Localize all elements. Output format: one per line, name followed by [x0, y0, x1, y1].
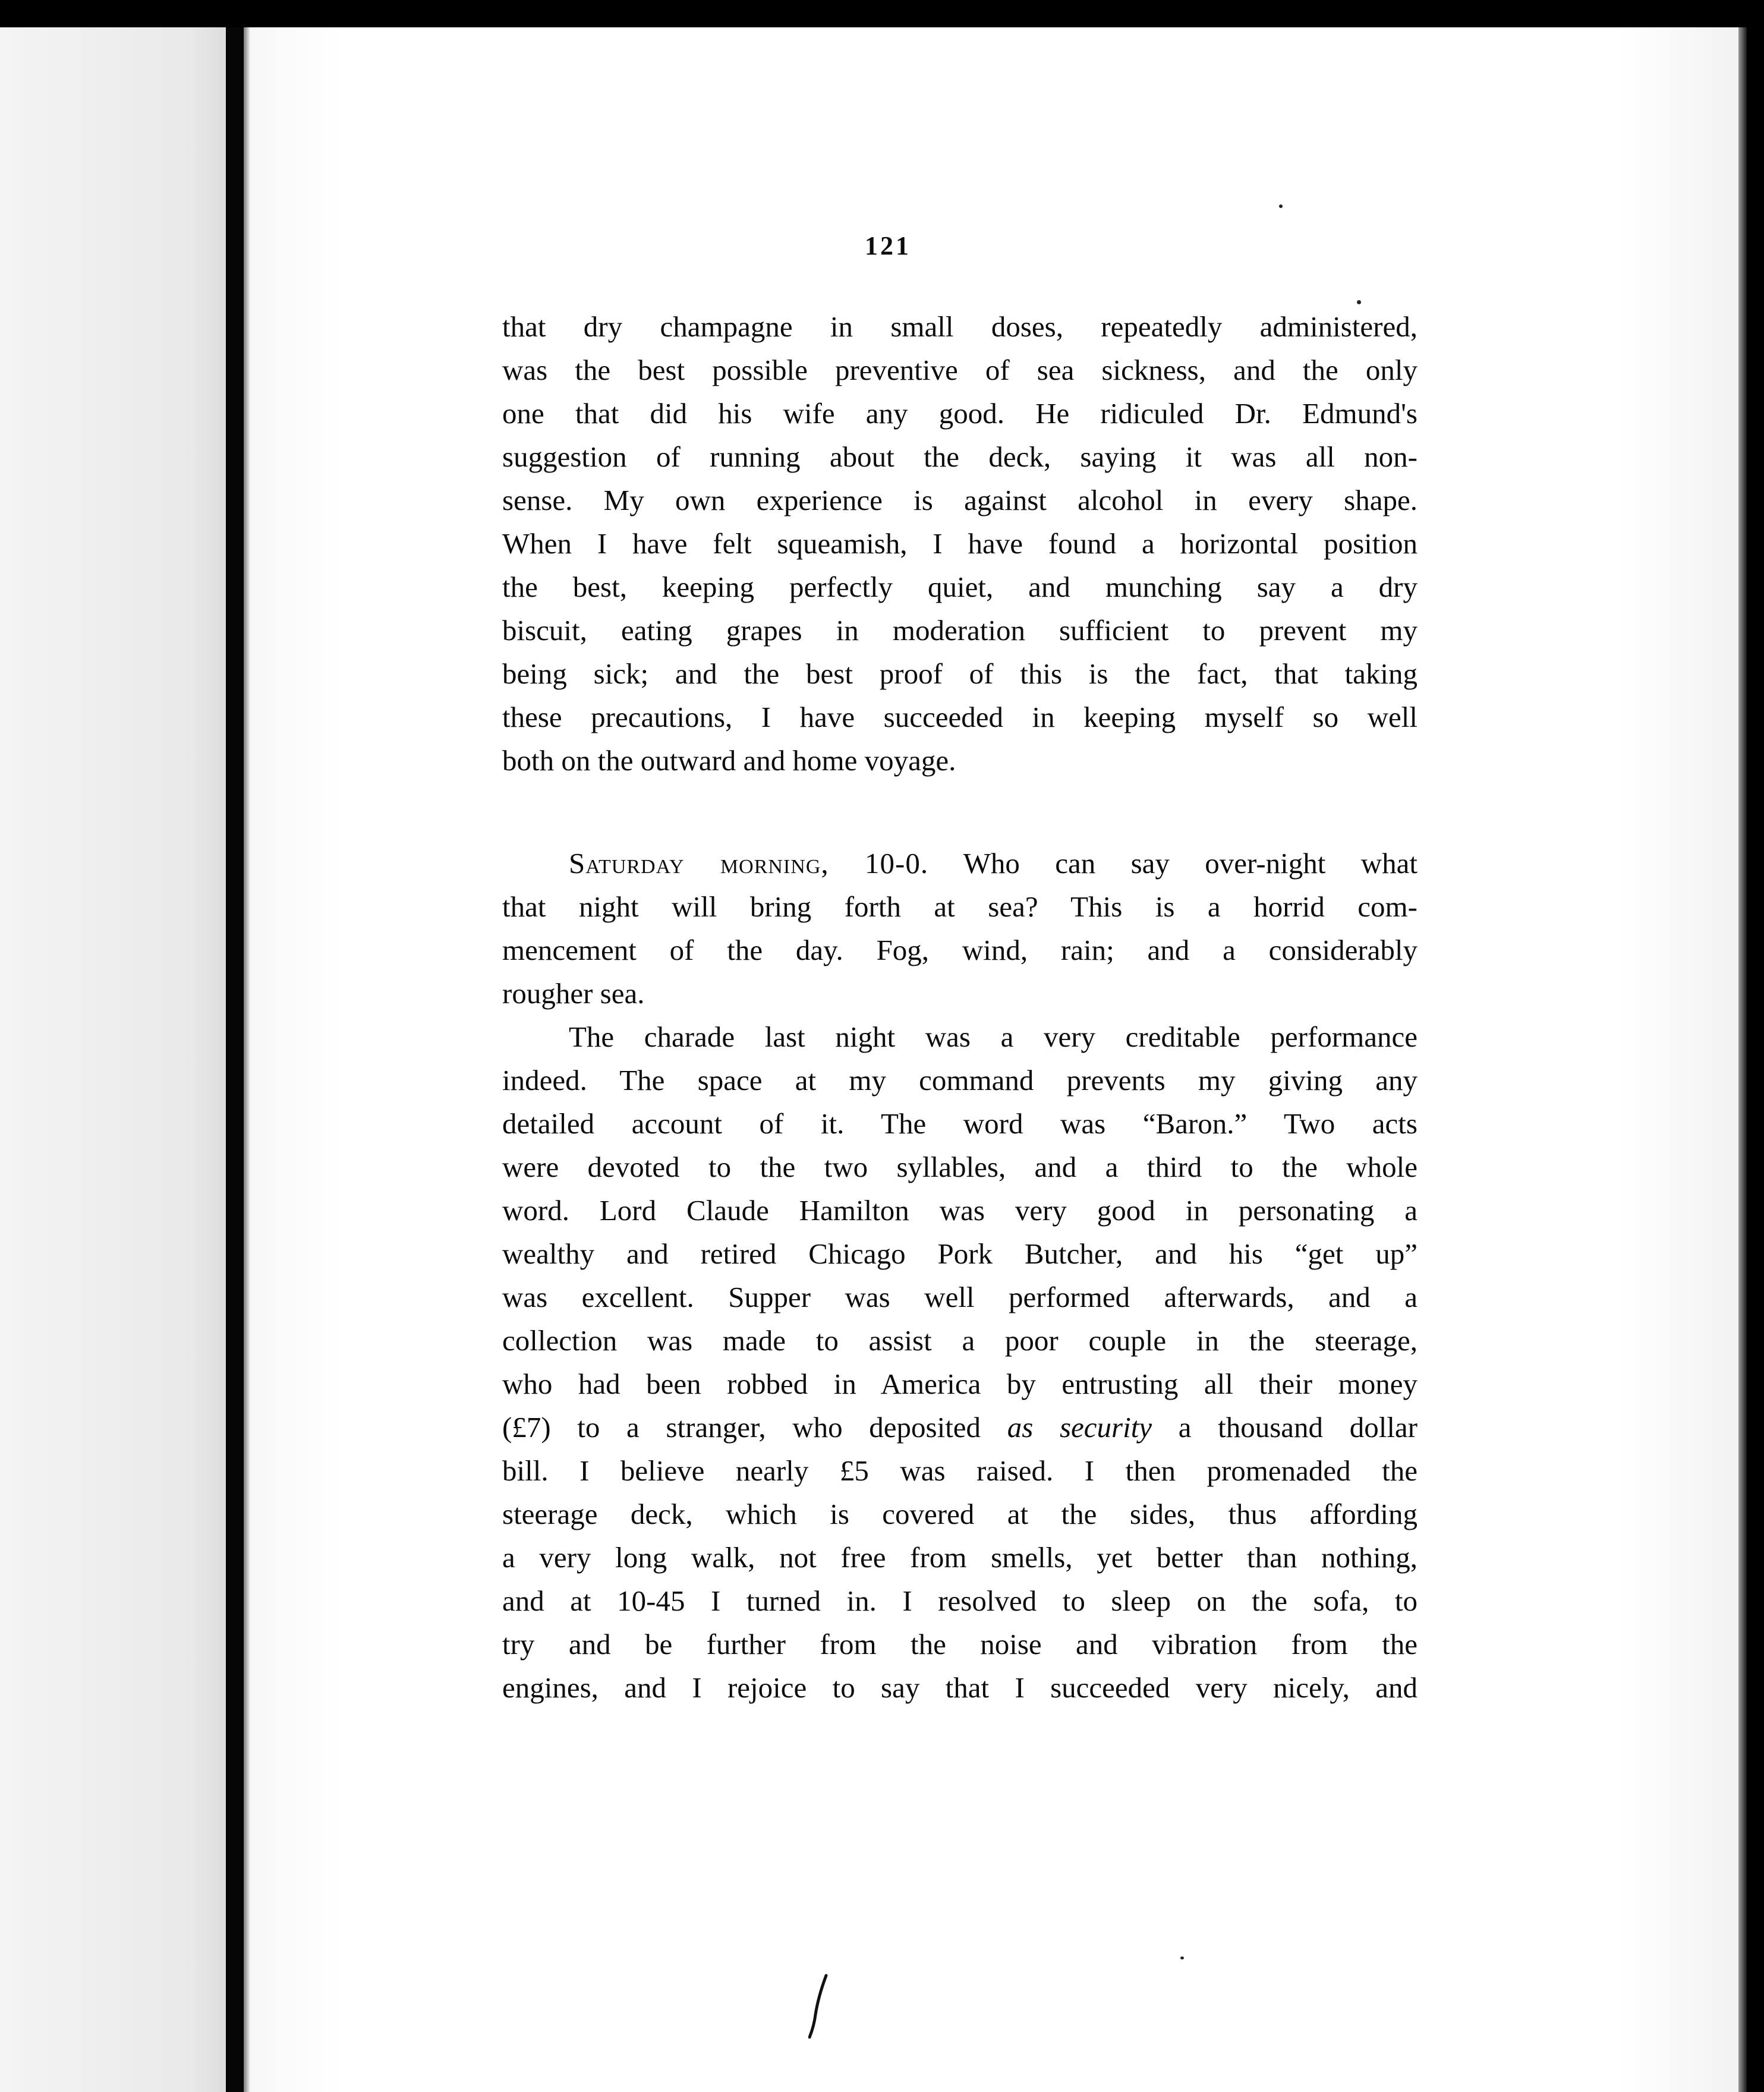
pen-mark	[808, 1973, 830, 2039]
text-fragment: Who can say over-night what	[928, 847, 1418, 880]
section-break	[502, 782, 1418, 842]
text-line: try and be further from the noise and vibration from the	[502, 1628, 1418, 1661]
dated-heading: Saturday morning, 10-0.	[569, 847, 929, 880]
text-line: that night will bring forth at sea? This is a horrid com-	[502, 890, 1418, 923]
text-fragment: (£7) to a stranger, who deposited	[502, 1411, 1007, 1444]
text-line: biscuit, eating grapes in moderation sufficient to prevent my	[502, 614, 1418, 647]
text-line: was the best possible preventive of sea sickness, and the only	[502, 354, 1418, 386]
page-body	[502, 305, 1418, 1709]
text-line	[502, 1406, 1418, 1449]
text-line: a very long walk, not free from smells, yet better than nothing,	[502, 1541, 1418, 1574]
text-line: being sick; and the best proof of this is the fact, that taking	[502, 657, 1418, 690]
text-line: both on the outward and home voyage.	[502, 744, 956, 777]
paragraph-1	[502, 305, 1418, 782]
text-line: was excellent. Supper was well performed afterwards, and a	[502, 1281, 1418, 1313]
scan-speck	[1357, 300, 1361, 304]
paragraph-3	[502, 1015, 1418, 1709]
text-line: mencement of the day. Fog, wind, rain; and a considerably	[502, 934, 1418, 966]
page-number: 121	[865, 231, 911, 260]
paragraph-2	[502, 842, 1418, 1015]
text-line: rougher sea.	[502, 977, 645, 1010]
italic-phrase: as security	[1007, 1411, 1152, 1444]
text-line: wealthy and retired Chicago Pork Butcher, and his “get up”	[502, 1237, 1418, 1270]
text-line	[502, 842, 1418, 885]
book-spine-gutter	[226, 27, 244, 2092]
text-line: detailed account of it. The word was “Baron.” Two acts	[502, 1107, 1418, 1140]
text-line: sense. My own experience is against alcohol in every shape.	[502, 484, 1418, 516]
text-line: the best, keeping perfectly quiet, and munching say a dry	[502, 571, 1418, 603]
text-line: one that did his wife any good. He ridiculed Dr. Edmund's	[502, 397, 1418, 430]
text-line: indeed. The space at my command prevents my giving any	[502, 1064, 1418, 1097]
scan-right-border	[1738, 27, 1764, 2092]
text-line: who had been robbed in America by entrusting all their money	[502, 1368, 1418, 1400]
text-line: were devoted to the two syllables, and a third to the whole	[502, 1151, 1418, 1183]
text-line: and at 10-45 I turned in. I resolved to sleep on the sofa, to	[502, 1584, 1418, 1617]
scan-top-border	[0, 0, 1764, 27]
scan-speck	[1180, 1956, 1184, 1959]
text-line: that dry champagne in small doses, repeatedly administered,	[502, 310, 1418, 343]
facing-page-edge	[0, 27, 226, 2092]
text-line: suggestion of running about the deck, saying it was all non-	[502, 440, 1418, 473]
text-line: When I have felt squeamish, I have found a horizontal position	[502, 527, 1418, 560]
text-line: collection was made to assist a poor couple in the steerage,	[502, 1324, 1418, 1357]
text-fragment: a thousand dollar	[1152, 1411, 1418, 1444]
gutter-shadow	[244, 27, 250, 2092]
text-line: engines, and I rejoice to say that I succeeded very nicely, and	[502, 1671, 1418, 1704]
text-line: steerage deck, which is covered at the sides, thus affording	[502, 1498, 1418, 1530]
text-line: The charade last night was a very creditable performance	[569, 1020, 1418, 1053]
scan-speck	[1279, 204, 1283, 208]
text-line: these precautions, I have succeeded in keeping myself so well	[502, 701, 1418, 733]
text-line: bill. I believe nearly £5 was raised. I then promenaded the	[502, 1454, 1418, 1487]
text-line: word. Lord Claude Hamilton was very good in personating a	[502, 1194, 1418, 1227]
